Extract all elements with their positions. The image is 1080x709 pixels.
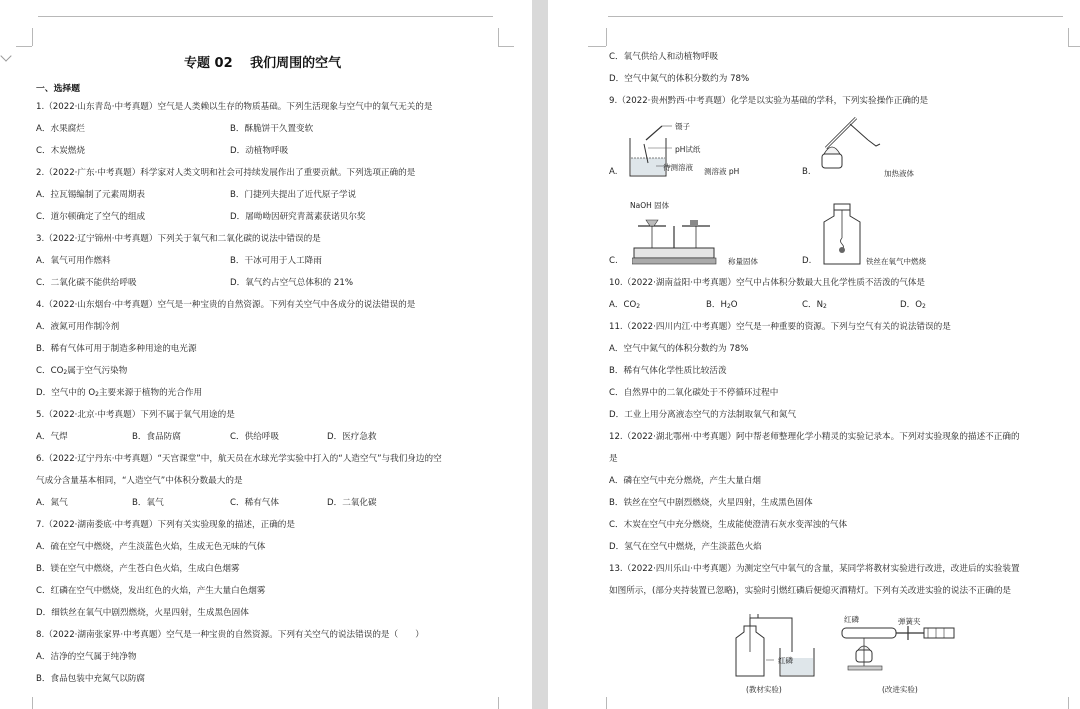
question-6: 6.（2022·辽宁丹东·中考真题）“天宫课堂”中，航天员在水球光学实验中打入的“人造空气”与我们身边的空 [36, 454, 442, 464]
q6-option-b: B．氧气 [132, 498, 164, 508]
q8-option-b: B．食品包装中充氮气以防腐 [36, 674, 146, 684]
question-13-cont: 如图所示，(部分夹持装置已忽略)，实验时引燃红磷后便熄灭酒精灯。下列有关改进实验的说法不正确的是 [609, 586, 1012, 596]
document-page-right [548, 0, 1080, 709]
figure-label-red-phosphorus-1: 红磷 [778, 656, 793, 665]
question-5: 5.（2022·北京·中考真题）下列不属于氧气用途的是 [36, 410, 235, 420]
crop-mark [606, 697, 607, 709]
crop-mark [1068, 697, 1069, 709]
q8-option-a: A．洁净的空气属于纯净物 [36, 652, 137, 662]
q4-option-d: D．空气中的 $O_2$主要来源于植物的光合作用 [36, 388, 203, 398]
q6-option-c: C．稀有气体 [230, 498, 279, 508]
q9-option-c: C. [609, 256, 618, 266]
question-7: 7.（2022·湖南娄底·中考真题）下列有关实验现象的描述，正确的是 [36, 520, 295, 530]
question-12: 12.（2022·湖北鄂州·中考真题）阿中帮老师整理化学小精灵的实验记录本。下列对实验现象的描述不正确的 [609, 432, 1020, 442]
q1-option-b: B．酥脆饼干久置变软 [230, 124, 314, 134]
q12-option-b: B．铁丝在空气中剧烈燃烧，火星四射，生成黑色固体 [609, 498, 813, 508]
q9-option-a: A. [609, 167, 618, 177]
page-top-margin-line [38, 16, 493, 17]
q5-option-b: B．食品防腐 [132, 432, 181, 442]
question-4: 4.（2022·山东烟台·中考真题）空气是一种宝贵的自然资源。下列有关空气中各成分的说法错误的是 [36, 300, 416, 310]
q9-option-d: D. [802, 256, 812, 266]
q10-option-a: A．$CO_2$ [609, 300, 641, 310]
q4-option-a: A．液氮可用作制冷剂 [36, 322, 120, 332]
question-10: 10.（2022·湖南益阳·中考真题）空气中占体积分数最大且化学性质不活泼的气体是 [609, 278, 926, 288]
q2-option-d: D．屠呦呦因研究青蒿素获诺贝尔奖 [230, 212, 366, 222]
question-12-cont: 是 [609, 454, 618, 464]
q4-option-b: B．稀有气体可用于制造多种用途的电光源 [36, 344, 197, 354]
document-page-left [0, 0, 532, 709]
crop-mark [1068, 28, 1069, 46]
q1-option-d: D．动植物呼吸 [230, 146, 289, 156]
q10-option-c: C．$N_2$ [802, 300, 827, 310]
q7-option-a: A．硫在空气中燃烧，产生淡蓝色火焰，生成无色无味的气体 [36, 542, 266, 552]
figure-label-ph-paper: pH试纸 [675, 145, 701, 154]
figure-label-spring-clamp: 弹簧夹 [898, 617, 921, 626]
crop-mark [32, 28, 33, 46]
crop-mark [588, 46, 606, 47]
crop-mark [606, 28, 607, 46]
q3-option-a: A．氧气可用作燃料 [36, 256, 111, 266]
q7-option-c: C．红磷在空气中燃烧，发出红色的火焰，产生大量白色烟雾 [36, 586, 266, 596]
figure-label-tweezers: 镊子 [675, 122, 690, 131]
question-2: 2.（2022·广东·中考真题）科学家对人类文明和社会可持续发展作出了重要贡献。下列选项正确的是 [36, 168, 416, 178]
q8-option-d: D．空气中氮气的体积分数约为 78% [609, 74, 750, 84]
figure-caption-ph: 测溶液 pH [704, 167, 740, 176]
q7-option-d: D．细铁丝在氧气中剧烈燃烧，火星四射，生成黑色固体 [36, 608, 249, 618]
chevron-down-icon[interactable] [0, 50, 11, 61]
q11-option-b: B．稀有气体化学性质比较活泼 [609, 366, 727, 376]
crop-mark [32, 697, 33, 709]
q2-option-c: C．道尔顿确定了空气的组成 [36, 212, 146, 222]
q11-option-c: C．自然界中的二氧化碳处于不停循环过程中 [609, 388, 779, 398]
q8-option-c: C．氧气供给人和动植物呼吸 [609, 52, 719, 62]
q9-option-b: B. [802, 167, 811, 177]
heating-liquid-figure [810, 114, 890, 176]
textbook-experiment-figure [730, 612, 818, 680]
q6-option-a: A．氮气 [36, 498, 68, 508]
q6-option-d: D．二氧化碳 [327, 498, 377, 508]
figure-caption-weigh: 称量固体 [728, 257, 758, 266]
q7-option-b: B．镁在空气中燃烧，产生苍白色火焰，生成白色烟雾 [36, 564, 240, 574]
question-13: 13.（2022·四川乐山·中考真题）为测定空气中氧气的含量，某同学将教材实验进行改进，改进后的实验装置 [609, 564, 1020, 574]
q12-option-c: C．木炭在空气中充分燃烧，生成能使澄清石灰水变浑浊的气体 [609, 520, 848, 530]
figure-label-solution: 待测溶液 [663, 163, 693, 172]
q10-option-d: D．$O_2$ [900, 300, 926, 310]
question-6-cont: 气成分含量基本相同，“人造空气”中体积分数最大的是 [36, 476, 243, 486]
q11-option-d: D．工业上用分离液态空气的方法制取氧气和氮气 [609, 410, 797, 420]
figure-caption-iron: 铁丝在氧气中燃烧 [866, 257, 926, 266]
figure-caption-textbook: (教材实验) [746, 685, 782, 694]
q3-option-c: C．二氧化碳不能供给呼吸 [36, 278, 137, 288]
figure-caption-improved: (改进实验) [882, 685, 918, 694]
question-1: 1.（2022·山东青岛·中考真题）空气是人类赖以生存的物质基础。下列生活现象与空气中的氧气无关的是 [36, 102, 433, 112]
balance-figure [632, 210, 718, 268]
figure-label-red-phosphorus-2: 红磷 [844, 615, 859, 624]
q5-option-c: C．供给呼吸 [230, 432, 279, 442]
q1-option-c: C．木炭燃烧 [36, 146, 85, 156]
q11-option-a: A．空气中氮气的体积分数约为 78% [609, 344, 749, 354]
question-8: 8.（2022·湖南张家界·中考真题）空气是一种宝贵的自然资源。下列有关空气的说法错误的是（ ） [36, 630, 424, 640]
question-11: 11.（2022·四川内江·中考真题）空气是一种重要的资源。下列与空气有关的说法错误的是 [609, 322, 951, 332]
crop-mark [498, 697, 499, 709]
crop-mark [498, 28, 499, 46]
q5-option-a: A．气焊 [36, 432, 68, 442]
q10-option-b: B．$H_2O$ [706, 300, 738, 310]
page-title: 专题 02 我们周围的空气 [184, 56, 342, 71]
q3-option-d: D．氧气约占空气总体积的 21% [230, 278, 353, 288]
figure-caption-heat: 加热液体 [884, 169, 914, 178]
crop-mark [1068, 46, 1080, 47]
crop-mark [16, 46, 32, 47]
page-gap [532, 0, 548, 709]
q4-option-c: C．$CO_2$属于空气污染物 [36, 366, 128, 376]
crop-mark [498, 46, 514, 47]
section-heading: 一、选择题 [36, 84, 80, 94]
q12-option-d: D．氢气在空气中燃烧，产生淡蓝色火焰 [609, 542, 762, 552]
question-3: 3.（2022·辽宁锦州·中考真题）下列关于氧气和二氧化碳的说法中错误的是 [36, 234, 321, 244]
q12-option-a: A．磷在空气中充分燃烧，产生大量白烟 [609, 476, 761, 486]
q3-option-b: B．干冰可用于人工降雨 [230, 256, 322, 266]
q5-option-d: D．医疗急救 [327, 432, 377, 442]
iron-oxygen-figure [820, 202, 864, 266]
question-9: 9.（2022·贵州黔西·中考真题）化学是以实验为基础的学科，下列实验操作正确的是 [609, 96, 929, 106]
page-top-margin-line [608, 16, 1063, 17]
q2-option-b: B．门捷列夫提出了近代原子学说 [230, 190, 357, 200]
q2-option-a: A．拉瓦锡编制了元素周期表 [36, 190, 146, 200]
figure-label-naoh: NaOH 固体 [630, 201, 670, 210]
q1-option-a: A．水果腐烂 [36, 124, 85, 134]
